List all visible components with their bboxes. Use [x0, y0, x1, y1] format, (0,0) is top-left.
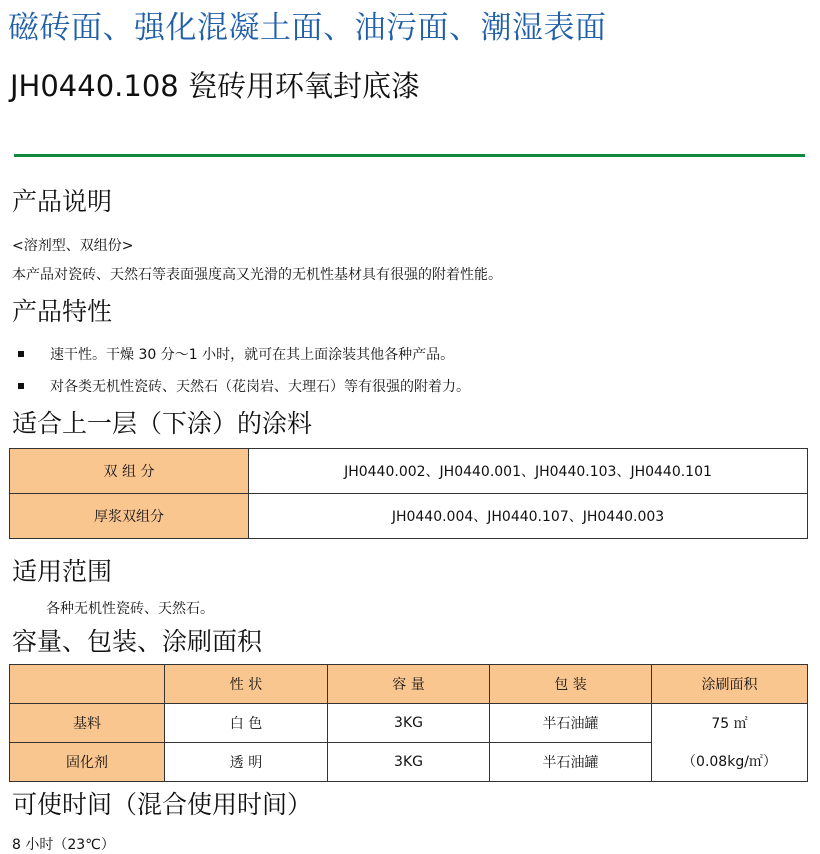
topcoats-heading: 适合上一层（下涂）的涂料 — [12, 409, 313, 438]
feature-text: 对各类无机性瓷砖、天然石（花岗岩、大理石）等有很强的附着力。 — [50, 379, 470, 395]
bullet-icon — [18, 383, 24, 389]
topcoat-label: 厚浆双组分 — [10, 494, 249, 539]
component-name: 固化剂 — [10, 743, 165, 782]
feature-text: 速干性。干燥 30 分～1 小时，就可在其上面涂装其他各种产品。 — [50, 347, 455, 363]
description-text: 本产品对瓷砖、天然石等表面强度高又光滑的无机性基材具有很强的附着性能。 — [12, 267, 502, 283]
topcoats-table — [9, 448, 808, 539]
package-cell: 半石油罐 — [490, 743, 652, 782]
product-name: 瓷砖用环氧封底漆 — [187, 69, 420, 103]
table-row — [10, 494, 808, 539]
column-header — [10, 665, 165, 704]
appearance-cell: 白 色 — [165, 704, 328, 743]
pot-life-heading: 可使时间（混合使用时间） — [12, 790, 313, 819]
capacity-heading: 容量、包装、涂刷面积 — [12, 627, 263, 656]
scope-text: 各种无机性瓷砖、天然石。 — [46, 601, 214, 617]
scope-heading: 适用范围 — [12, 557, 113, 586]
table-row — [10, 449, 808, 494]
column-header: 涂刷面积 — [652, 665, 808, 704]
description-heading: 产品说明 — [12, 187, 113, 216]
component-name: 基料 — [10, 704, 165, 743]
volume-cell: 3KG — [328, 743, 490, 782]
coverage-area: 75 ㎡ — [711, 715, 748, 732]
pot-life-text: 8 小时（23℃） — [12, 837, 115, 853]
package-cell: 半石油罐 — [490, 704, 652, 743]
topcoat-value: JH0440.004、JH0440.107、JH0440.003 — [249, 494, 808, 539]
feature-item — [18, 376, 470, 396]
header-divider — [14, 154, 805, 157]
topcoat-value: JH0440.002、JH0440.001、JH0440.103、JH0440.101 — [249, 449, 808, 494]
column-header: 性 状 — [165, 665, 328, 704]
coverage-cell — [652, 704, 808, 782]
feature-item — [18, 344, 454, 364]
appearance-cell: 透 明 — [165, 743, 328, 782]
topcoat-label: 双 组 分 — [10, 449, 249, 494]
coverage-rate: （0.08kg/㎡） — [682, 753, 777, 770]
product-title — [10, 64, 420, 105]
capacity-table — [9, 664, 808, 782]
volume-cell: 3KG — [328, 704, 490, 743]
description-type: <溶剂型、双组份> — [12, 238, 134, 254]
product-code: JH0440.108 — [10, 69, 179, 103]
table-header-row — [10, 665, 808, 704]
table-row — [10, 704, 808, 743]
features-heading: 产品特性 — [12, 297, 113, 326]
category-title: 磁砖面、强化混凝土面、油污面、潮湿表面 — [8, 10, 607, 46]
column-header: 包 装 — [490, 665, 652, 704]
column-header: 容 量 — [328, 665, 490, 704]
bullet-icon — [18, 351, 24, 357]
